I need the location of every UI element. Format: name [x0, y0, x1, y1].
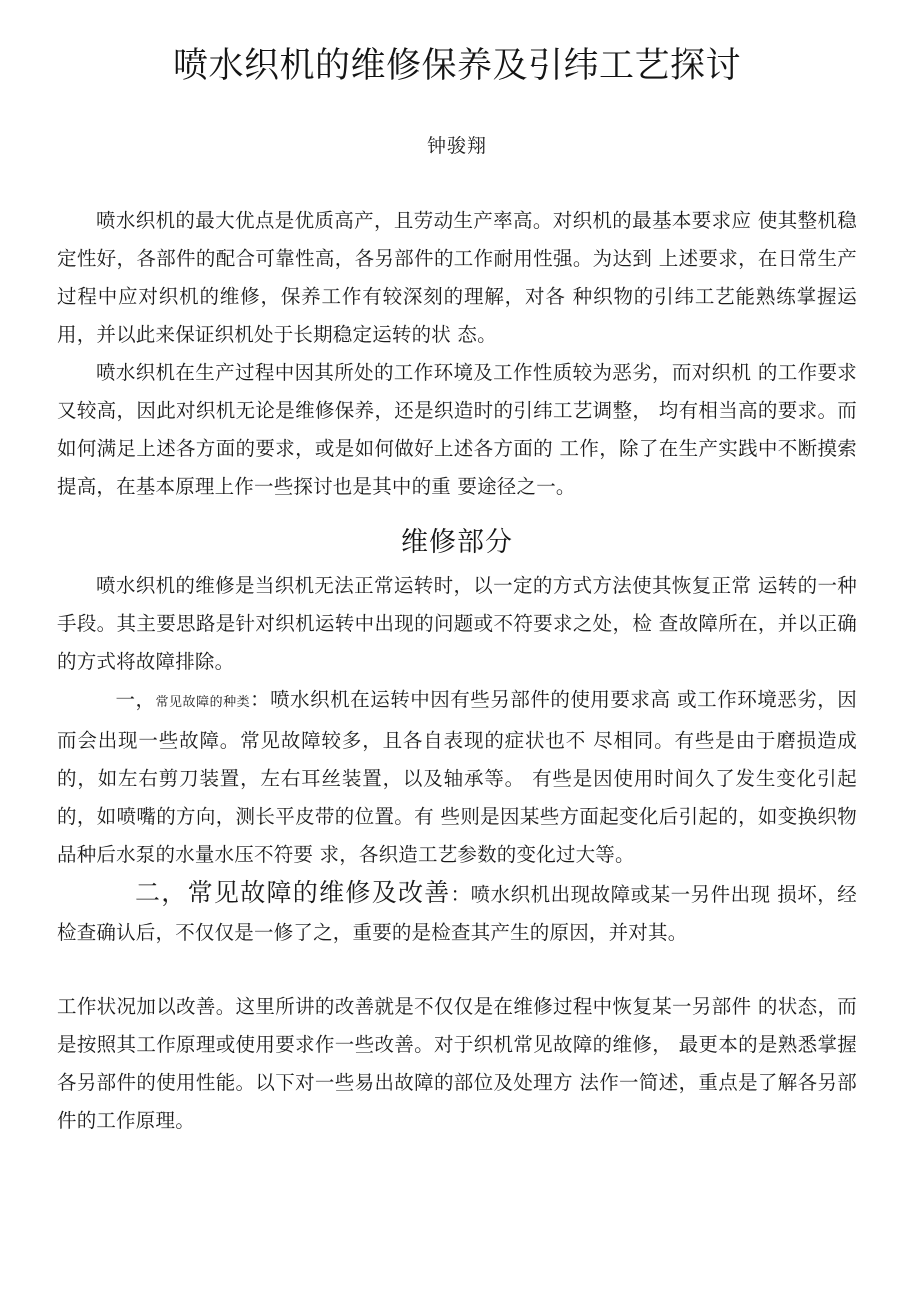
list-item-1-body: 喷水织机在运转中因有些另部件的使用要求高 或工作环境恶劣，因而会出现一些故障。常见故障较多，且各自表现的症状也不 尽相同。有些是由于磨损造成的，如左右剪刀装置，左右耳丝装置，以及轴承等。 有些是因使用时间久了发生变化引起的，如喷嘴的方向，测长平皮带的位置。有 些则是因某些方面起变化后引起的，如变换织物品种后水泵的水量水压不符要 求，各织造工艺参数的变化过大等。 [57, 687, 857, 866]
list-item-1-colon: ： [250, 687, 271, 711]
list-item-2-body: 喷水织机出现故障或某一另件出现 损坏，经检查确认后，不仅仅是一修了之，重要的是检查其产生的原因，并对其。 [57, 882, 857, 944]
intro-paragraph-2: 喷水织机在生产过程中因其所处的工作环境及工作性质较为恶劣，而对织机 的工作要求又较高，因此对织机无论是维修保养，还是织造时的引纬工艺调整， 均有相当高的要求。而如何满足上述各方面的要求，或是如何做好上述各方面的 工作，除了在生产实践中不断摸索提高，在基本原理上作一些探讨也是其中的重 要途径之一。 [57, 360, 857, 498]
list-item-2-colon: ： [450, 882, 471, 906]
list-item-2 [57, 874, 857, 952]
list-item-1-number: 一， [115, 687, 156, 711]
document-content [57, 0, 857, 1140]
list-item-2-title: 常见故障的维修及改善 [187, 877, 451, 907]
spacer-before-closing [57, 952, 857, 988]
section-opening-paragraph: 喷水织机的维修是当织机无法正常运转时，以一定的方式方法使其恢复正常 运转的一种手段。其主要思路是针对织机运转中出现的问题或不符要求之处，检 查故障所在，并以正确的方式将故障排除。 [57, 573, 857, 673]
section-closing-paragraph: 工作状况加以改善。这里所讲的改善就是不仅仅是在维修过程中恢复某一另部件 的状态，而是按照其工作原理或使用要求作一些改善。对于织机常见故障的维修， 最更本的是熟悉掌握各另部件的使用性能。以下对一些易出故障的部位及处理方 法作一简述，重点是了解各另部件的工作原理。 [57, 994, 857, 1132]
intro-paragraph-1: 喷水织机的最大优点是优质高产，且劳动生产率高。对织机的最基本要求应 使其整机稳定性好，各部件的配合可靠性高，各另部件的工作耐用性强。为达到 上述要求，在日常生产过程中应对织机的维修，保养工作有较深刻的理解，对各 种织物的引纬工艺能熟练掌握运用，并以此来保证织机处于长期稳定运转的状 态。 [57, 208, 857, 346]
list-item-1-title: 常见故障的种类 [155, 694, 251, 710]
section-heading-repair: 维修部分 [401, 526, 513, 558]
spacer-after-author [57, 158, 857, 202]
page-title: 喷水织机的维修保养及引纬工艺探讨 [172, 46, 741, 86]
author-name: 钟骏翔 [426, 134, 487, 157]
list-item-1 [57, 681, 857, 874]
list-item-2-number: 二， [135, 877, 188, 907]
